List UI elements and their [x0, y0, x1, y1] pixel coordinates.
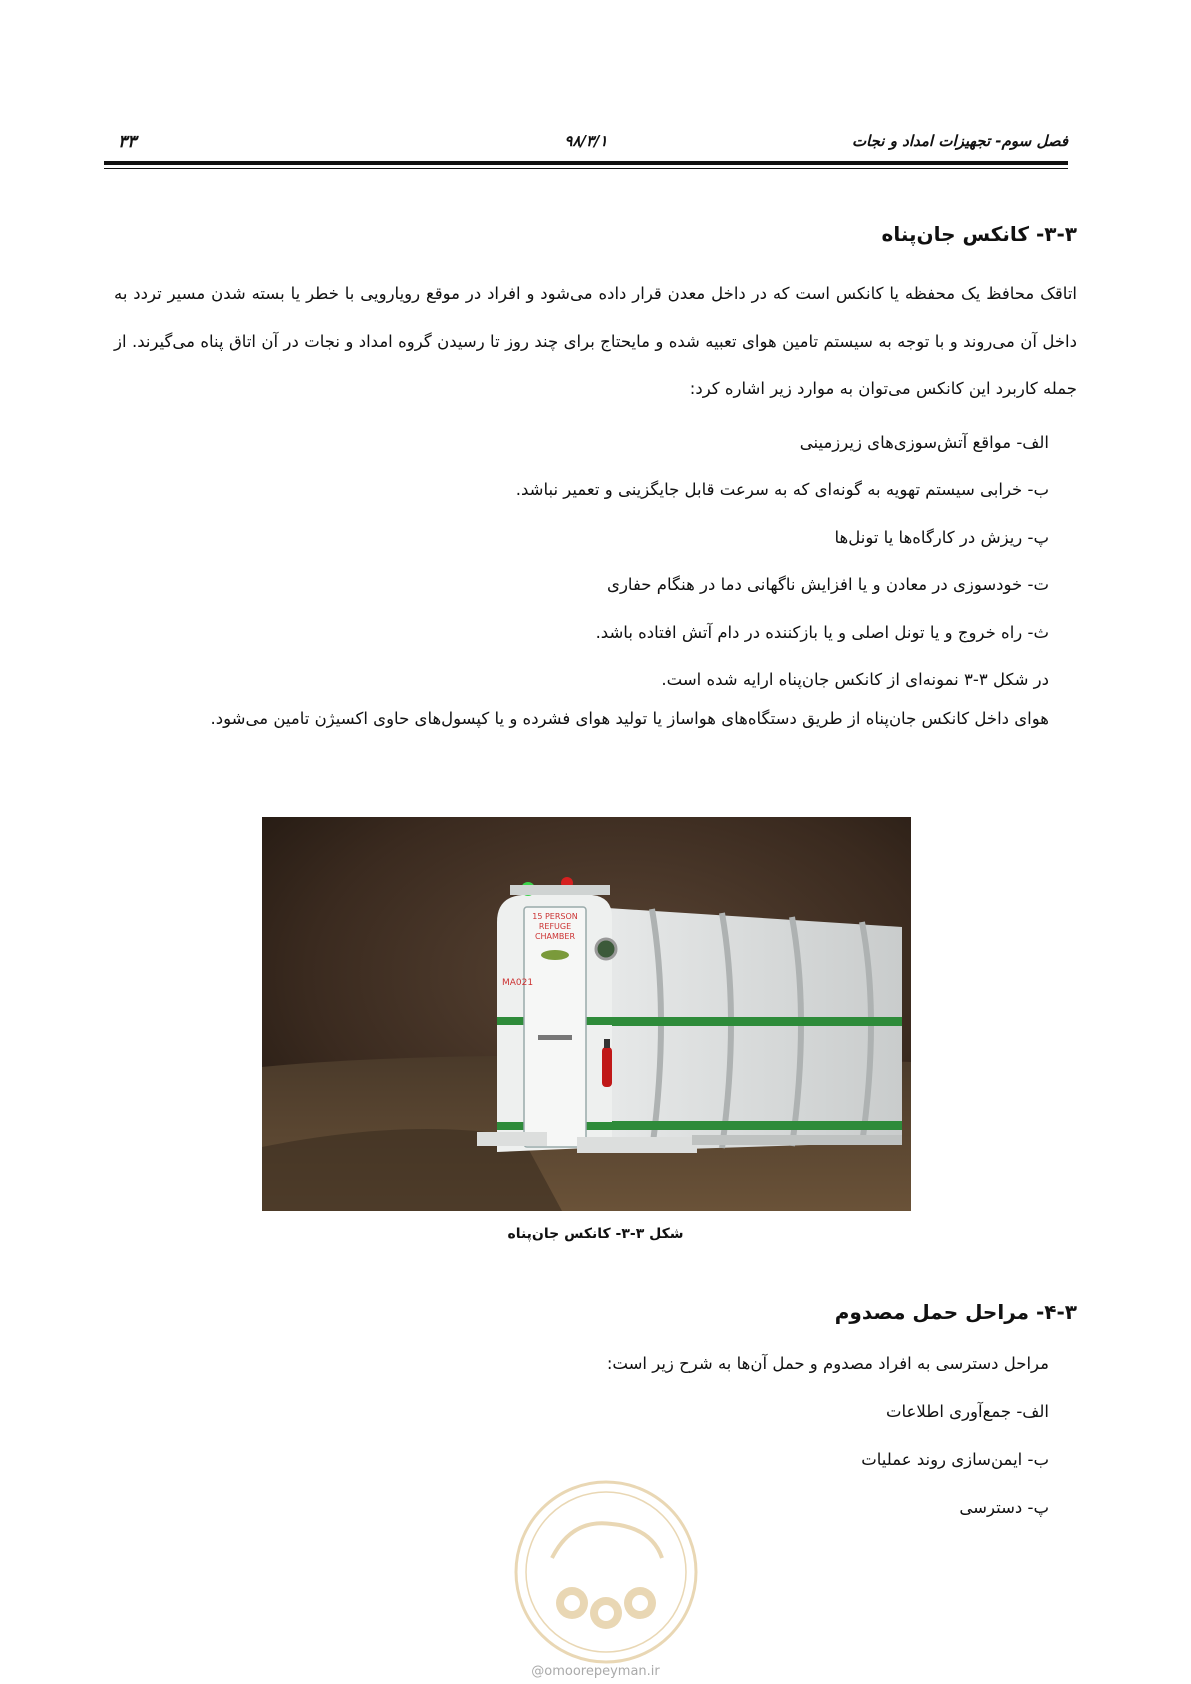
- svg-text:CHAMBER: CHAMBER: [534, 932, 576, 941]
- chapter-title: فصل سوم- تجهیزات امداد و نجات: [851, 132, 1068, 150]
- list-item: ت- خودسوزی در معادن و یا افزایش ناگهانی دما در هنگام حفاری: [607, 575, 1049, 594]
- watermark-text: @omoorepeyman.ir: [531, 1664, 660, 1679]
- list-item: ث- راه خروج و یا تونل اصلی و یا بازکننده در دام آتش افتاده باشد.: [595, 623, 1049, 642]
- transport-intro-text: مراحل دسترسی به افراد مصدوم و حمل آن‌ها به شرح زیر است:: [606, 1354, 1049, 1373]
- list-item: ب- خرابی سیستم تهویه به گونه‌ای که به سرعت قابل جایگزینی و تعمیر نباشد.: [515, 480, 1049, 499]
- air-supply-paragraph: هوای داخل کانکس جان‌پناه از طریق دستگاه‌های هواساز یا تولید هوای فشرده و یا کپسول‌های حاوی اکسیژن تامین می‌شود.: [210, 709, 1049, 728]
- list-item: پ- دسترسی: [959, 1498, 1049, 1517]
- list-item: الف- جمع‌آوری اطلاعات: [885, 1402, 1049, 1421]
- section-heading-refuge: ۳-۳- کانکس جان‌پناه: [881, 222, 1077, 246]
- header-date: ۹۸/۳/۱: [564, 132, 608, 150]
- refuge-intro-paragraph: اتاقک محافظ یک محفظه یا کانکس است که در داخل معدن قرار داده می‌شود و افراد در موقع رویارویی با خطر یا بسته شدن مسیر تردد به داخل آن می‌روند و با توجه به سیستم تامین هوای تعبیه شده و مایحتاج برای چند روز تا رسیدن گروه امداد و نجات در آن اتاق پناه می‌گیرند. از جمله کاربرد این کانکس می‌توان به موارد زیر اشاره کرد:: [114, 284, 1077, 398]
- figure-reference-text: در شکل ۳-۳ نمونه‌ای از کانکس جان‌پناه ارایه شده است.: [661, 670, 1049, 689]
- figure-caption: شکل ۳-۳- کانکس جان‌پناه: [507, 1226, 684, 1242]
- seal-logo-icon: [512, 1478, 700, 1666]
- door-label-text: 15 PERSON: [532, 912, 578, 921]
- list-item: پ- ریزش در کارگاه‌ها یا تونل‌ها: [834, 528, 1049, 547]
- page-header: [104, 126, 1068, 160]
- page-number: ۳۳: [118, 132, 137, 152]
- list-item: ب- ایمن‌سازی روند عملیات: [861, 1450, 1049, 1469]
- unit-label-text: MA021: [502, 978, 534, 988]
- svg-text:REFUGE: REFUGE: [538, 922, 572, 931]
- refuge-chamber-image: [262, 817, 911, 1211]
- list-item: الف- مواقع آتش‌سوزی‌های زیرزمینی: [799, 433, 1049, 452]
- section-heading-transport: ۴-۳- مراحل حمل مصدوم: [834, 1300, 1077, 1324]
- header-rule-thin: [104, 168, 1068, 169]
- header-rule-thick: [104, 161, 1068, 165]
